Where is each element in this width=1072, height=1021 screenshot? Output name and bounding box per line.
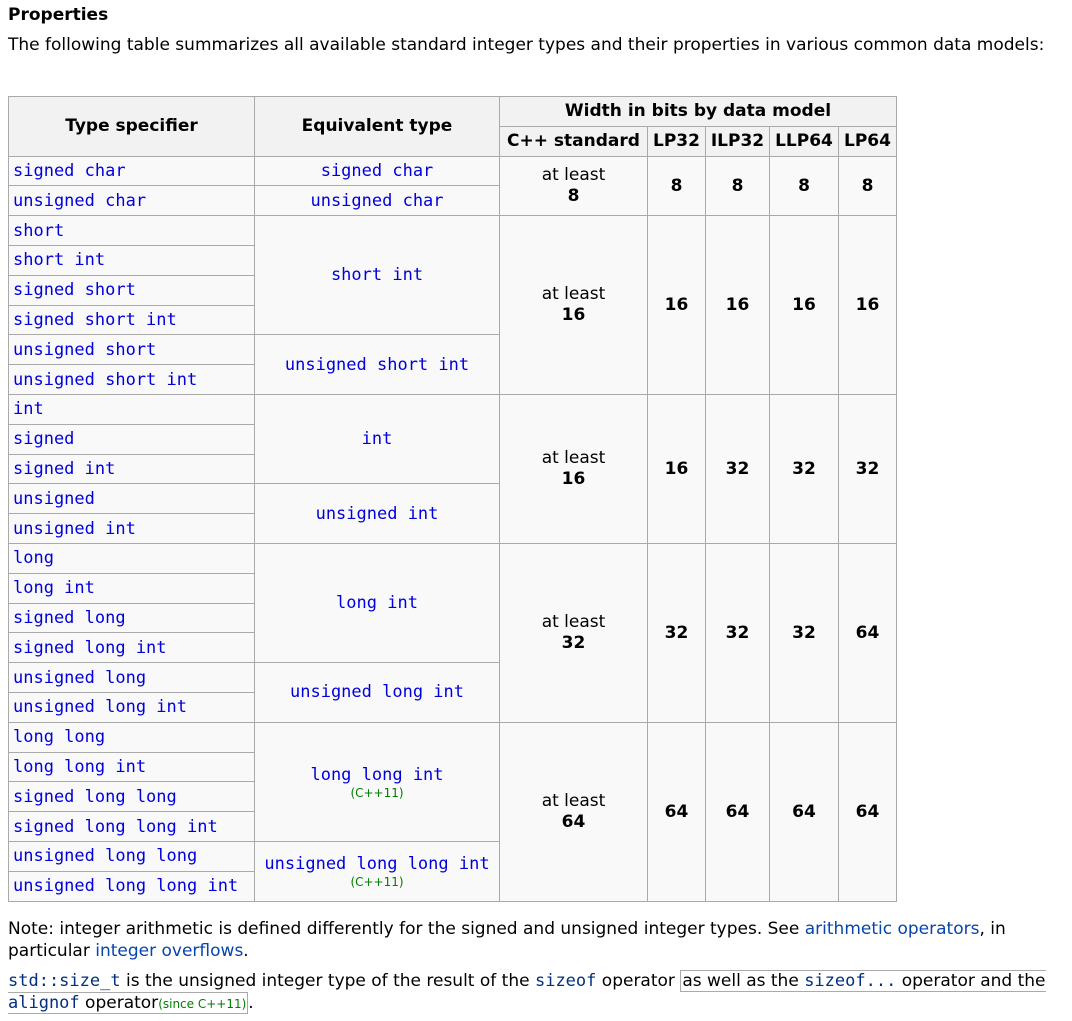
- width-ilp32-cell: 64: [706, 722, 770, 901]
- equivalent-type: int: [361, 429, 393, 450]
- since-cpp11-marker: (C++11): [350, 785, 404, 800]
- type-specifier-cell: [9, 394, 255, 424]
- type-specifier-link[interactable]: signed long long: [13, 786, 177, 807]
- type-specifier-cell: [9, 156, 255, 186]
- equivalent-type: signed char: [320, 160, 434, 181]
- width-lp64-cell: 32: [839, 394, 897, 543]
- type-specifier-link[interactable]: signed long int: [13, 637, 167, 658]
- type-specifier-cell: [9, 543, 255, 573]
- type-specifier-link[interactable]: signed long long int: [13, 816, 218, 837]
- equivalent-type-cell: [255, 841, 500, 901]
- type-specifier-link[interactable]: signed short: [13, 280, 136, 301]
- equivalent-type: unsigned char: [310, 190, 444, 211]
- type-specifier-cell: [9, 633, 255, 663]
- equivalent-type: long int: [336, 593, 418, 614]
- width-llp64-cell: 32: [770, 394, 839, 543]
- header-model-cpp-standard: C++ standard: [500, 126, 648, 156]
- type-specifier-cell: [9, 335, 255, 365]
- header-model-lp32: LP32: [648, 126, 706, 156]
- type-specifier-cell: [9, 663, 255, 693]
- equivalent-type-cell: [255, 543, 500, 662]
- width-ilp32-cell: 16: [706, 216, 770, 395]
- type-specifier-cell: [9, 782, 255, 812]
- type-specifier-cell: [9, 275, 255, 305]
- type-specifier-cell: [9, 305, 255, 335]
- table-row: [9, 722, 897, 752]
- cpp-standard-width-cell: [500, 216, 648, 395]
- integer-types-table: [8, 96, 897, 902]
- equivalent-type-cell: [255, 156, 500, 186]
- width-lp64-cell: 8: [839, 156, 897, 216]
- equivalent-type: unsigned long int: [290, 682, 464, 703]
- size-t-text-2: operator: [596, 971, 681, 991]
- type-specifier-link[interactable]: unsigned int: [13, 518, 136, 539]
- integer-overflows-link[interactable]: integer overflows: [95, 941, 244, 961]
- type-specifier-cell: [9, 692, 255, 722]
- width-llp64-cell: 64: [770, 722, 839, 901]
- table-row: [9, 216, 897, 246]
- equivalent-type: unsigned int: [315, 503, 439, 524]
- equivalent-type: long long int: [310, 764, 444, 785]
- width-lp64-cell: 64: [839, 722, 897, 901]
- type-specifier-cell: [9, 365, 255, 395]
- standard-bits: 8: [567, 185, 580, 206]
- width-llp64-cell: 32: [770, 543, 839, 722]
- width-lp64-cell: 16: [839, 216, 897, 395]
- width-ilp32-cell: 8: [706, 156, 770, 216]
- boxed-text-3: operator: [79, 993, 159, 1013]
- type-specifier-link[interactable]: signed int: [13, 458, 116, 479]
- equivalent-type-cell: [255, 335, 500, 395]
- type-specifier-link[interactable]: signed: [13, 429, 75, 450]
- since-cpp11-marker: (C++11): [350, 875, 404, 890]
- type-specifier-link[interactable]: long: [13, 548, 54, 569]
- at-least-label: at least: [541, 284, 606, 305]
- type-specifier-cell: [9, 812, 255, 842]
- standard-bits: 32: [561, 632, 586, 653]
- type-specifier-link[interactable]: unsigned: [13, 488, 95, 509]
- equivalent-type: short int: [330, 265, 424, 286]
- sizeof-link[interactable]: sizeof: [534, 971, 597, 991]
- type-specifier-cell: [9, 186, 255, 216]
- type-specifier-cell: [9, 841, 255, 871]
- type-specifier-cell: [9, 216, 255, 246]
- since-marker: (since C++11): [158, 997, 247, 1011]
- type-specifier-cell: [9, 871, 255, 901]
- type-specifier-link[interactable]: long long int: [13, 756, 147, 777]
- standard-bits: 16: [561, 468, 586, 489]
- type-specifier-link[interactable]: signed short int: [13, 309, 177, 330]
- type-specifier-link[interactable]: unsigned long int: [13, 697, 187, 718]
- width-lp32-cell: 16: [648, 394, 706, 543]
- type-specifier-cell: [9, 245, 255, 275]
- table-row: [9, 543, 897, 573]
- table-row: [9, 156, 897, 186]
- width-lp64-cell: 64: [839, 543, 897, 722]
- at-least-label: at least: [541, 790, 606, 811]
- width-ilp32-cell: 32: [706, 394, 770, 543]
- type-specifier-link[interactable]: short int: [13, 250, 106, 271]
- size-t-link[interactable]: std::size_t: [8, 971, 121, 991]
- type-specifier-link[interactable]: unsigned short: [13, 339, 157, 360]
- equivalent-type-cell: [255, 394, 500, 483]
- equivalent-type: unsigned short int: [284, 354, 470, 375]
- width-lp32-cell: 32: [648, 543, 706, 722]
- intro-paragraph: The following table summarizes all available standard integer types and their properties in various common data models:: [8, 35, 1045, 55]
- equivalent-type-cell: [255, 186, 500, 216]
- type-specifier-link[interactable]: unsigned char: [13, 190, 147, 211]
- standard-bits: 64: [561, 811, 586, 832]
- note-text-1: Note: integer arithmetic is defined differently for the signed and unsigned integer types. See: [8, 919, 805, 939]
- width-llp64-cell: 8: [770, 156, 839, 216]
- width-ilp32-cell: 32: [706, 543, 770, 722]
- equivalent-type: unsigned long long int: [264, 854, 490, 875]
- arithmetic-operators-link[interactable]: arithmetic operators: [804, 919, 980, 939]
- at-least-label: at least: [541, 611, 606, 632]
- size-t-text-1: is the unsigned integer type of the result of the: [120, 971, 535, 991]
- type-specifier-cell: [9, 454, 255, 484]
- note-text-2: , in particular: [8, 919, 1006, 961]
- equivalent-type-cell: [255, 722, 500, 841]
- cpp-standard-width-cell: [500, 543, 648, 722]
- type-specifier-link[interactable]: unsigned short int: [13, 369, 198, 390]
- type-specifier-link[interactable]: unsigned long long int: [13, 876, 239, 897]
- type-specifier-cell: [9, 573, 255, 603]
- alignof-link[interactable]: alignof: [8, 993, 80, 1013]
- size-t-paragraph: [8, 970, 1068, 1015]
- header-type-specifier: Type specifier: [9, 97, 255, 157]
- type-specifier-cell: [9, 424, 255, 454]
- header-model-ilp32: ILP32: [706, 126, 770, 156]
- type-specifier-cell: [9, 514, 255, 544]
- width-lp32-cell: 16: [648, 216, 706, 395]
- note-paragraph: [8, 918, 1068, 962]
- type-specifier-link[interactable]: long long: [13, 727, 106, 748]
- at-least-label: at least: [541, 447, 606, 468]
- cpp-standard-width-cell: [500, 722, 648, 901]
- section-heading: Properties: [8, 5, 109, 25]
- standard-bits: 16: [561, 305, 586, 326]
- type-specifier-cell: [9, 722, 255, 752]
- table-row: [9, 394, 897, 424]
- width-lp32-cell: 8: [648, 156, 706, 216]
- note-text-3: .: [243, 941, 249, 961]
- type-specifier-link[interactable]: signed long: [13, 607, 126, 628]
- header-width-group: Width in bits by data model: [500, 97, 897, 127]
- type-specifier-cell: [9, 484, 255, 514]
- cpp-standard-width-cell: [500, 156, 648, 216]
- width-lp32-cell: 64: [648, 722, 706, 901]
- equivalent-type-cell: [255, 663, 500, 723]
- header-equivalent-type: Equivalent type: [255, 97, 500, 157]
- equivalent-type-cell: [255, 484, 500, 544]
- type-specifier-cell: [9, 752, 255, 782]
- size-t-text-3: .: [248, 993, 254, 1013]
- type-specifier-link[interactable]: signed char: [13, 160, 126, 181]
- type-specifier-link[interactable]: int: [13, 399, 44, 420]
- equivalent-type-cell: [255, 216, 500, 335]
- boxed-text-2: operator and the: [896, 971, 1046, 991]
- boxed-text-1: as well as the: [682, 971, 805, 991]
- type-specifier-cell: [9, 603, 255, 633]
- type-specifier-link[interactable]: unsigned long: [13, 667, 147, 688]
- cpp-standard-width-cell: [500, 394, 648, 543]
- properties-section: [8, 4, 1068, 1013]
- header-model-llp64: LLP64: [770, 126, 839, 156]
- type-specifier-link[interactable]: short: [13, 220, 65, 241]
- type-specifier-link[interactable]: long int: [13, 578, 95, 599]
- type-specifier-link[interactable]: unsigned long long: [13, 846, 198, 867]
- at-least-label: at least: [541, 164, 606, 185]
- width-llp64-cell: 16: [770, 216, 839, 395]
- sizeof-pack-link[interactable]: sizeof...: [804, 971, 897, 991]
- header-model-lp64: LP64: [839, 126, 897, 156]
